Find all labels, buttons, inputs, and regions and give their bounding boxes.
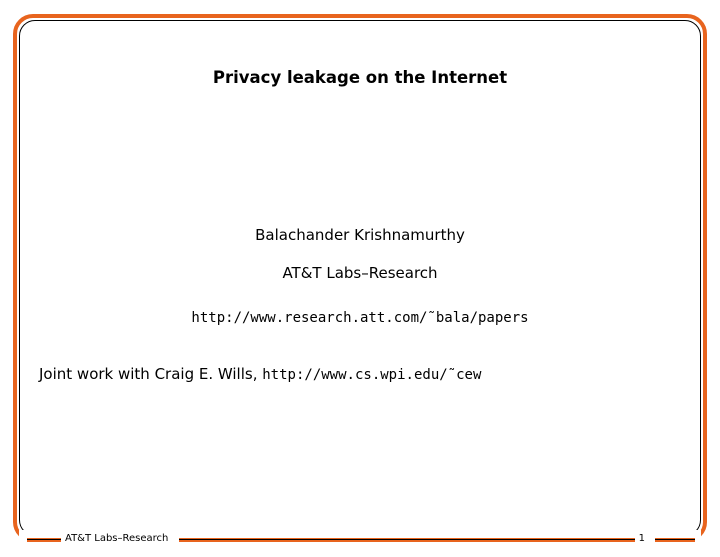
slide-title: Privacy leakage on the Internet bbox=[212, 68, 508, 87]
footer-label: AT&T Labs–Research bbox=[61, 533, 172, 544]
slide-footer bbox=[19, 530, 701, 552]
footer-bar-right bbox=[655, 538, 695, 542]
footer-bar-middle bbox=[179, 538, 637, 542]
joint-work-line bbox=[39, 365, 481, 383]
papers-link[interactable]: http://www.research.att.com/˜bala/papers bbox=[191, 310, 529, 326]
affiliation: AT&T Labs–Research bbox=[282, 264, 438, 282]
joint-work-text: Joint work with Craig E. Wills, bbox=[39, 365, 263, 383]
page-number: 1 bbox=[635, 533, 649, 544]
author-name: Balachander Krishnamurthy bbox=[255, 226, 465, 244]
coauthor-link[interactable]: http://www.cs.wpi.edu/˜cew bbox=[262, 367, 482, 383]
